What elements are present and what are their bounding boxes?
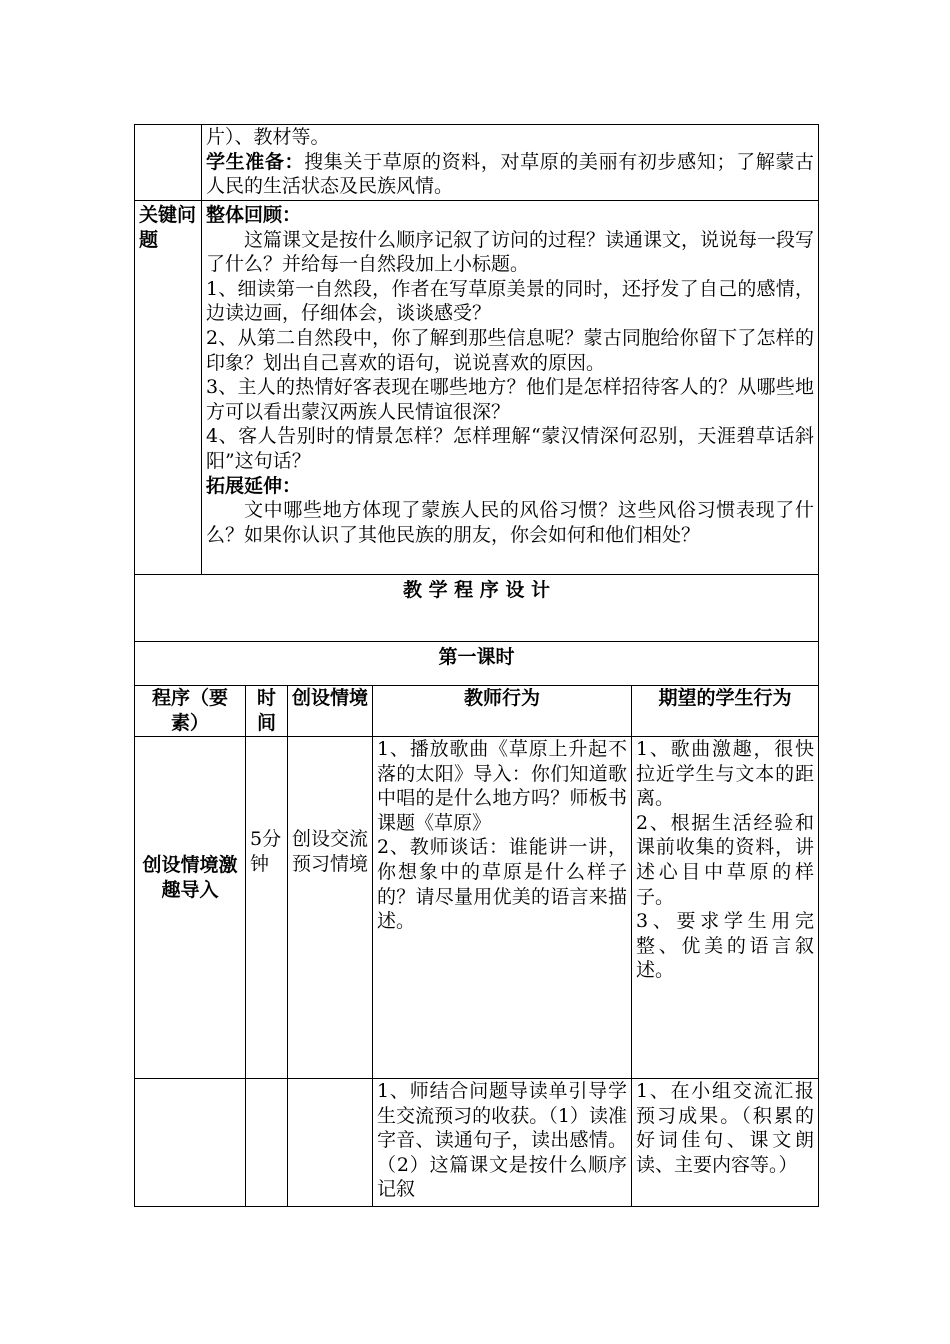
key-questions-row	[135, 201, 819, 575]
header-teacher: 教师行为	[373, 686, 632, 737]
row2-situation	[288, 1079, 373, 1207]
question-4: 4、客人告别时的情景怎样？怎样理解“蒙汉情深何忍别，天涯碧草话斜阳”这句话？	[206, 425, 814, 472]
design-title-row	[135, 575, 819, 642]
row1-student: 1、歌曲激趣，很快拉近学生与文本的距离。 2、根据生活经验和课前收集的资料，讲述心目中草原的样子。 3、要求学生用完整、优美的语言叙述。	[632, 737, 819, 1079]
prep-row	[135, 125, 819, 201]
header-stage: 程序（要素）	[135, 686, 246, 737]
student-prep-label: 学生准备：	[206, 150, 305, 173]
review-intro: 这篇课文是按什么顺序记叙了访问的过程？读通课文，说说每一段写了什么？并给每一自然段加上小标题。	[206, 228, 815, 276]
review-label: 整体回顾：	[206, 204, 302, 226]
row1-situation: 创设交流预习情境	[288, 737, 373, 1079]
question-1: 1、细读第一自然段，作者在写草原美景的同时，还抒发了自己的感情，边读边画，仔细体会，谈谈感受？	[206, 277, 814, 325]
lesson-title: 第一课时	[135, 642, 819, 686]
key-questions-content	[202, 201, 819, 575]
extend-label: 拓展延伸：	[206, 474, 302, 497]
row1-stage: 创设情境激趣导入	[135, 737, 246, 1079]
lesson-title-row	[135, 642, 819, 686]
header-student: 期望的学生行为	[632, 686, 819, 737]
row2-stage	[135, 1079, 246, 1207]
procedure-row-1	[135, 737, 819, 1079]
procedure-header-row	[135, 686, 819, 737]
row1-teacher: 1、播放歌曲《草原上升起不落的太阳》导入：你们知道歌中唱的是什么地方吗？师板书课题《草原》 2、教师谈话：谁能讲一讲，你想象中的草原是什么样子的？请尽量用优美的语言来描述。	[373, 737, 632, 1079]
lesson-plan-page	[134, 124, 818, 1207]
prep-label-cell	[135, 125, 202, 201]
row2-time	[246, 1079, 288, 1207]
header-time: 时间	[246, 686, 288, 737]
extend-text: 文中哪些地方体现了蒙族人民的风俗习惯？这些风俗习惯表现了什么？如果你认识了其他民族的朋友，你会如何和他们相处？	[206, 499, 814, 546]
question-3: 3、主人的热情好客表现在哪些地方？他们是怎样招待客人的？从哪些地方可以看出蒙汉两族人民情谊很深？	[206, 376, 814, 423]
student-prep	[206, 150, 814, 199]
row1-time: 5分钟	[246, 737, 288, 1079]
key-questions-label: 关键问题	[135, 201, 202, 575]
procedure-table	[134, 685, 819, 1207]
question-2: 2、从第二自然段中，你了解到那些信息呢？蒙古同胞给你留下了怎样的印象？划出自己喜欢的语句，说说喜欢的原因。	[206, 326, 814, 374]
prep-continuation: 片）、教材等。	[206, 126, 330, 148]
procedure-row-2	[135, 1079, 819, 1207]
prep-content-cell	[202, 125, 819, 201]
header-situation: 创设情境	[288, 686, 373, 737]
student-prep-text: 搜集关于草原的资料，对草原的美丽有初步感知；了解蒙古人民的生活状态及民族风情。	[206, 150, 814, 198]
row2-teacher: 1、师结合问题导读单引导学生交流预习的收获。（1）读准字音、读通句子，读出感情。（2）这篇课文是按什么顺序记叙	[373, 1079, 632, 1207]
top-table	[134, 124, 819, 686]
design-title: 教 学 程 序 设 计	[135, 575, 819, 642]
row2-student: 1、在小组交流汇报预习成果。（积累的好词佳句、课文朗读、主要内容等。）	[632, 1079, 819, 1207]
